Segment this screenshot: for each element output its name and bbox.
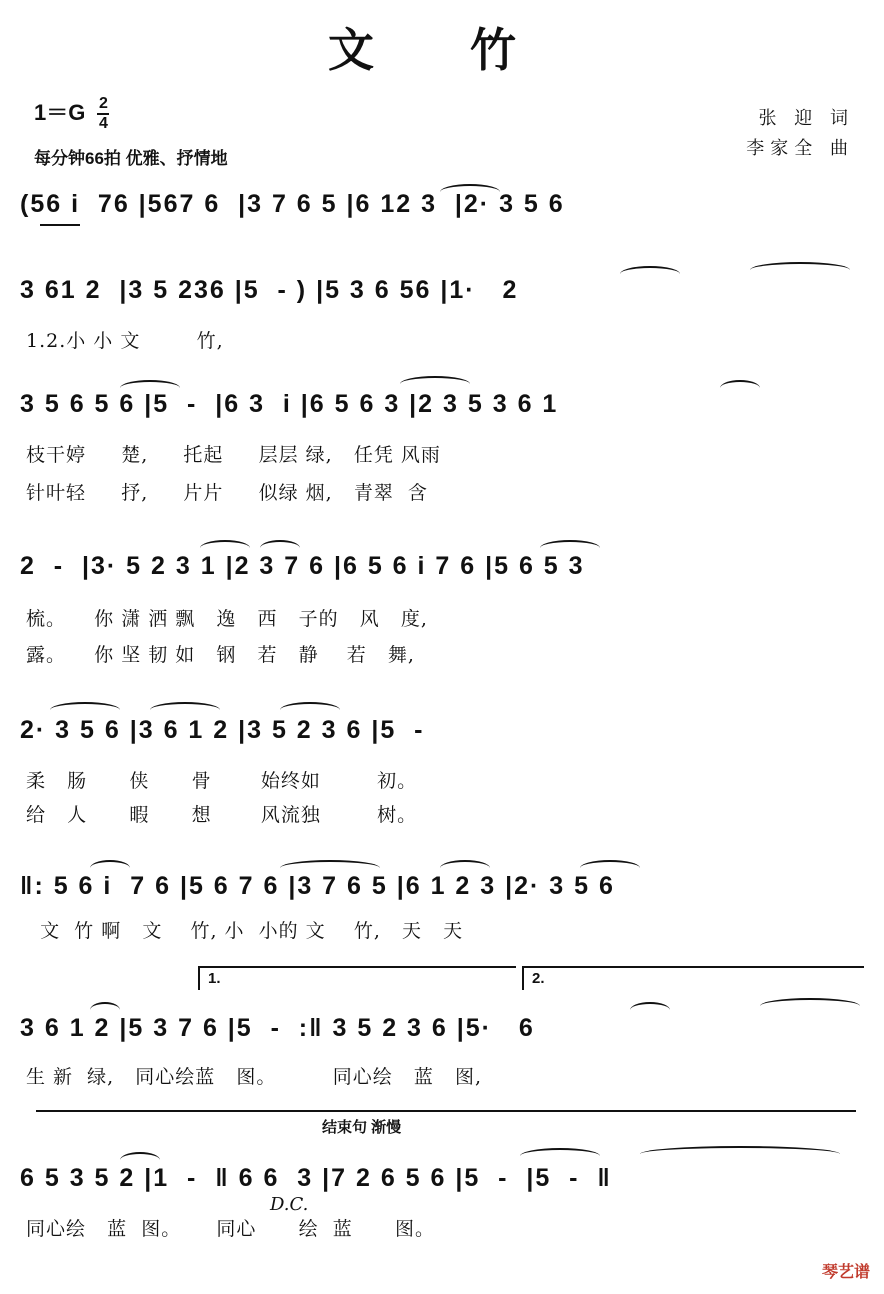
slur bbox=[440, 860, 490, 876]
lyric-line-3b: 针叶轻 抒, 片片 似绿 烟, 青翠 含 bbox=[26, 482, 428, 504]
slur bbox=[120, 1152, 160, 1168]
slur bbox=[630, 1002, 670, 1018]
score-system-5 bbox=[20, 716, 870, 756]
notes-7: 3 6 1 2 |5 3 7 6 |5 - :‖ 3 5 2 3 6 |5· 6 bbox=[20, 1014, 535, 1042]
lyricist: 张 迎 词 bbox=[758, 108, 854, 129]
score-system-3 bbox=[20, 390, 870, 430]
slur bbox=[440, 184, 500, 200]
tempo-marking: 每分钟66拍 优雅、抒情地 bbox=[34, 149, 228, 168]
lyric-line-5a: 柔 肠 侠 骨 始终如 初。 bbox=[26, 770, 418, 792]
volta-2-label: 2. bbox=[532, 970, 545, 987]
underline bbox=[40, 224, 80, 226]
slur bbox=[90, 1002, 120, 1018]
slur bbox=[400, 376, 470, 392]
notes-2: 3 61 2 |3 5 236 |5 - ) |5 3 6 56 |1· 2 bbox=[20, 276, 519, 304]
composer: 李家全 曲 bbox=[746, 138, 854, 159]
volta-1 bbox=[198, 966, 516, 990]
time-sig-top: 2 bbox=[99, 95, 108, 113]
slur bbox=[760, 998, 860, 1014]
lyric-line-5b: 给 人 暇 想 风流独 树。 bbox=[26, 804, 418, 826]
slur bbox=[200, 540, 250, 556]
key-signature bbox=[34, 96, 109, 132]
slur bbox=[150, 702, 220, 718]
page-title: 文 竹 bbox=[327, 23, 556, 77]
slur bbox=[580, 860, 640, 876]
slur bbox=[120, 380, 180, 396]
slur bbox=[720, 380, 760, 396]
time-signature bbox=[97, 96, 109, 132]
lyric-line-2: 1.2.小 小 文 竹, bbox=[26, 330, 224, 352]
score-system-8 bbox=[20, 1164, 870, 1204]
slur bbox=[750, 262, 850, 278]
slur bbox=[520, 1148, 600, 1164]
ending-label: 结束句 渐慢 bbox=[322, 1119, 402, 1136]
notes-3: 3 5 6 5 6 |5 - |6 3 i |6 5 6 3 |2 3 5 3 6 1 bbox=[20, 390, 559, 418]
score-system-7 bbox=[20, 1014, 870, 1054]
score-system-6 bbox=[20, 872, 870, 912]
slur bbox=[90, 860, 130, 876]
slur bbox=[640, 1146, 840, 1162]
score-system-1 bbox=[20, 190, 870, 230]
slur bbox=[280, 860, 380, 876]
volta-1-label: 1. bbox=[208, 970, 221, 987]
lyric-line-4b: 露。 你 坚 韧 如 钢 若 静 若 舞, bbox=[26, 644, 415, 666]
slur bbox=[50, 702, 120, 718]
lyric-line-8: 同心绘 蓝 图。 同心 绘 蓝 图。 bbox=[26, 1218, 435, 1240]
site-logo: 琴艺谱 bbox=[821, 1264, 870, 1281]
dc-marking: D.C. bbox=[270, 1194, 309, 1215]
lyric-line-4a: 梳。 你 潇 洒 飘 逸 西 子的 风 度, bbox=[26, 608, 428, 630]
lyric-line-3a: 枝干婷 楚, 托起 层层 绿, 任凭 风雨 bbox=[26, 444, 441, 466]
slur bbox=[280, 702, 340, 718]
lyric-line-6: 文 竹 啊 文 竹, 小 小的 文 竹, 天 天 bbox=[26, 920, 464, 942]
score-system-4 bbox=[20, 552, 870, 592]
volta-2 bbox=[522, 966, 864, 990]
key-label: 1＝G bbox=[34, 100, 86, 125]
notes-4: 2 - |3· 5 2 3 1 |2 3 7 6 |6 5 6 i 7 6 |5 6 5 3 bbox=[20, 552, 585, 580]
notes-5: 2· 3 5 6 |3 6 1 2 |3 5 2 3 6 |5 - bbox=[20, 716, 425, 744]
ending-bracket bbox=[36, 1110, 856, 1112]
slur bbox=[260, 540, 300, 556]
score-system-2 bbox=[20, 276, 870, 316]
notes-1: (56 i 76 |567 6 |3 7 6 5 |6 12 3 |2· 3 5 6 bbox=[20, 190, 565, 218]
time-sig-bottom: 4 bbox=[99, 115, 108, 133]
slur bbox=[540, 540, 600, 556]
lyric-line-7: 生 新 绿, 同心绘蓝 图。 同心绘 蓝 图, bbox=[26, 1066, 482, 1088]
notes-6: ‖: 5 6 i 7 6 |5 6 7 6 |3 7 6 5 |6 1 2 3 |2· 3 5 6 bbox=[20, 872, 615, 900]
slur bbox=[620, 266, 680, 282]
notes-8: 6 5 3 5 2 |1 - ‖ 6 6 3 |7 2 6 5 6 |5 - |5 - ‖ bbox=[20, 1164, 612, 1192]
